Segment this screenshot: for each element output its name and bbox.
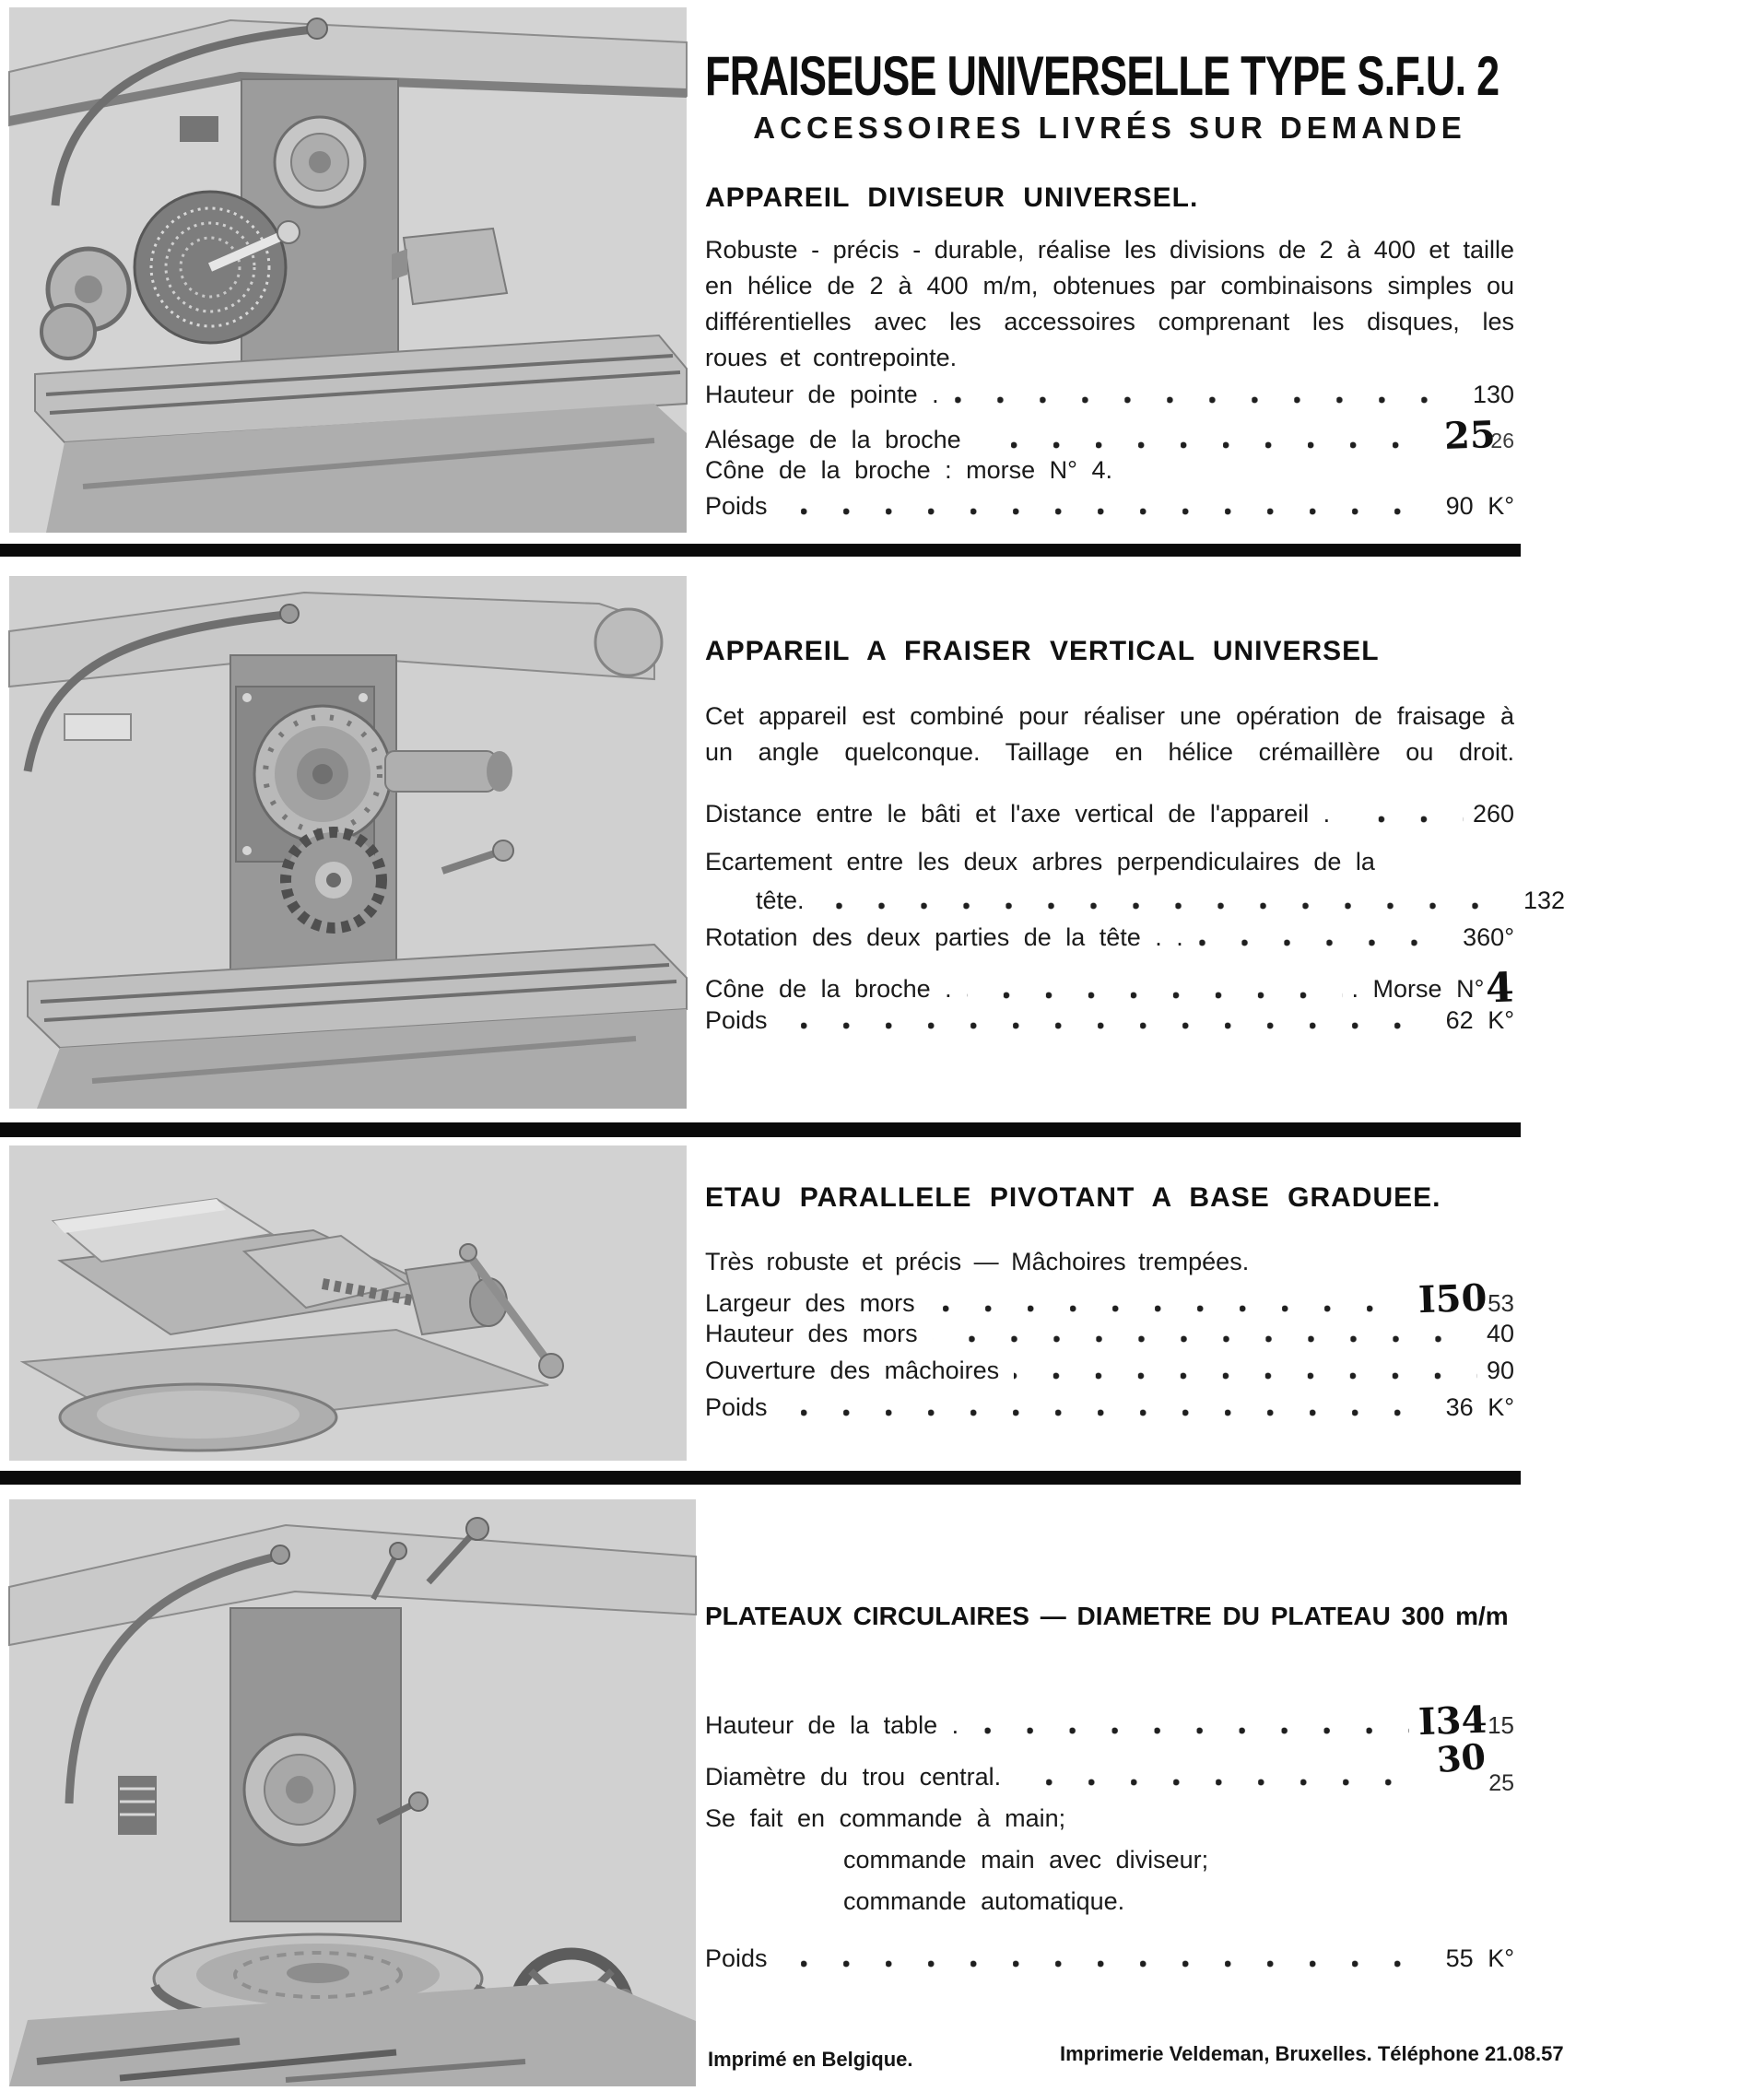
- spec-value: 132: [1523, 887, 1565, 914]
- dividing-head-machine-photo: [9, 7, 687, 533]
- spec-value: [1442, 413, 1514, 458]
- spec-row: [705, 1944, 1514, 1973]
- swivel-base-vise-photo: [9, 1145, 687, 1461]
- spec-row: [705, 1393, 1514, 1422]
- spec-row: [705, 1275, 1514, 1322]
- vertical-attachment-illustration: [9, 576, 687, 1109]
- handwritten-correction: 30: [1435, 1734, 1488, 1781]
- spec-value: 360°: [1463, 923, 1514, 951]
- spec-row: [705, 413, 1514, 458]
- section1-heading: APPAREIL DIVISEUR UNIVERSEL.: [705, 182, 1199, 213]
- spec-label: commande main avec diviseur;: [843, 1846, 1209, 1874]
- spec-label: Cône de la broche : morse N° 4.: [705, 456, 1112, 484]
- spec-value: 62 K°: [1445, 1006, 1514, 1034]
- dot-leader: [967, 992, 1343, 1000]
- page-subtitle: ACCESSOIRES LIVRÉS SUR DEMANDE: [753, 111, 1466, 145]
- section-divider: [0, 544, 1521, 557]
- handwritten-correction: 25: [1442, 413, 1497, 458]
- handwritten-correction: 4: [1485, 964, 1515, 1013]
- spec-row: [705, 887, 1565, 915]
- spec-value: 55 K°: [1445, 1944, 1514, 1972]
- spec-row: [705, 1357, 1514, 1385]
- dot-leader: [1345, 816, 1464, 824]
- spec-row: [705, 492, 1514, 521]
- spec-value: 36 K°: [1445, 1393, 1514, 1421]
- spec-row: [705, 848, 1514, 876]
- section-divider: [0, 1471, 1521, 1485]
- dot-leader: [819, 902, 1514, 910]
- spec-label: Poids: [705, 1006, 768, 1034]
- spec-row: [705, 800, 1514, 828]
- dividing-head-illustration: [9, 7, 687, 533]
- section2-heading: APPAREIL A FRAISER VERTICAL UNIVERSEL: [705, 636, 1380, 666]
- section4-heading: PLATEAUX CIRCULAIRES — DIAMETRE DU PLATEAU 300 m/m: [705, 1602, 1509, 1630]
- vertical-milling-attachment-photo: [9, 576, 687, 1109]
- dot-leader: [973, 1727, 1409, 1735]
- spec-label: Hauteur des mors: [705, 1320, 918, 1347]
- spec-row: [705, 381, 1514, 409]
- spec-label: Ouverture des mâchoires: [705, 1357, 1000, 1384]
- dot-leader: [1016, 1779, 1428, 1787]
- spec-label: tête.: [756, 887, 805, 914]
- spec-value: 90: [1486, 1357, 1514, 1384]
- printed-value: . Morse N°: [1351, 975, 1485, 1003]
- spec-label: Ecartement entre les deux arbres perpendiculaires de la: [705, 848, 1375, 875]
- spec-value: [1417, 1697, 1514, 1744]
- section1-paragraph: Robuste - précis - durable, réalise les divisions de 2 à 400 et taille en hélice de 2 à 400 m/m, obtenues par combinaisons simples ou différentielles avec les accessoires comprenant les disques, les roues et contrepointe.: [705, 236, 1514, 371]
- spec-label: Hauteur de pointe .: [705, 381, 939, 408]
- dot-leader: [782, 1960, 1437, 1968]
- spec-row: [705, 1887, 1652, 1916]
- spec-label: Diamètre du trou central.: [705, 1763, 1002, 1791]
- dot-leader: [782, 508, 1437, 516]
- section3-heading: ETAU PARALLELE PIVOTANT A BASE GRADUEE.: [705, 1182, 1441, 1213]
- printed-value: 15: [1488, 1711, 1514, 1739]
- spec-label: Largeur des mors: [705, 1289, 915, 1317]
- dot-leader: [954, 396, 1464, 405]
- spec-row: [705, 1846, 1652, 1874]
- rotary-table-illustration: [9, 1499, 696, 2086]
- printed-value: 25: [1488, 1770, 1514, 1796]
- spec-label: commande automatique.: [843, 1887, 1125, 1915]
- spec-label: Distance entre le bâti et l'axe vertical de l'appareil .: [705, 800, 1331, 828]
- vise-illustration: [9, 1145, 687, 1461]
- spec-row: [705, 456, 1514, 485]
- spec-row: [705, 1006, 1514, 1035]
- spec-label: Poids: [705, 1944, 768, 1972]
- spec-value: [1417, 1275, 1514, 1322]
- dot-leader: [976, 441, 1435, 450]
- spec-value: 90 K°: [1445, 492, 1514, 520]
- spec-label: Cône de la broche .: [705, 975, 952, 1003]
- dot-leader: [782, 1022, 1437, 1030]
- spec-row: [705, 923, 1514, 952]
- dot-leader: [933, 1335, 1477, 1344]
- page-title: [705, 44, 1514, 108]
- section2-paragraph: Cet appareil est combiné pour réaliser une opération de fraisage à un angle quelconque. Taillage en hélice crémaillère ou droit.: [705, 702, 1514, 766]
- spec-row: [705, 964, 1515, 1013]
- spec-value: 260: [1472, 800, 1514, 828]
- page-title-text: FRAISEUSE UNIVERSELLE TYPE S.F.U. 2: [705, 45, 1499, 107]
- spec-row: [705, 1320, 1514, 1348]
- spec-value: [1351, 964, 1515, 1013]
- printed-value: 26: [1490, 429, 1514, 452]
- footer-printer-info: Imprimerie Veldeman, Bruxelles. Téléphone 21.08.57: [1060, 2042, 1564, 2065]
- spec-label: Rotation des deux parties de la tête . .: [705, 923, 1183, 951]
- rotary-table-machine-photo: [9, 1499, 696, 2086]
- handwritten-correction: I34: [1417, 1697, 1488, 1744]
- spec-row: [705, 1734, 1514, 1796]
- dot-leader: [1198, 939, 1453, 947]
- section3-paragraph: Très robuste et précis — Mâchoires trempées.: [705, 1248, 1250, 1275]
- handwritten-correction: I50: [1417, 1275, 1488, 1322]
- section-divider: [0, 1122, 1521, 1137]
- spec-value: [1435, 1734, 1514, 1796]
- spec-label: Hauteur de la table .: [705, 1711, 959, 1739]
- spec-value: 130: [1472, 381, 1514, 408]
- footer-printed-in-belgium: Imprimé en Belgique.: [708, 2048, 913, 2071]
- spec-row: [705, 1697, 1514, 1744]
- spec-label: Poids: [705, 1393, 768, 1421]
- spec-row: [705, 1804, 1514, 1833]
- printed-value: 53: [1488, 1289, 1514, 1317]
- spec-label: Alésage de la broche: [705, 426, 961, 453]
- spec-label: Se fait en commande à main;: [705, 1804, 1066, 1832]
- dot-leader: [930, 1305, 1409, 1313]
- dot-leader: [782, 1409, 1437, 1417]
- dot-leader: [1014, 1372, 1477, 1380]
- spec-label: Poids: [705, 492, 768, 520]
- spec-value: 40: [1486, 1320, 1514, 1347]
